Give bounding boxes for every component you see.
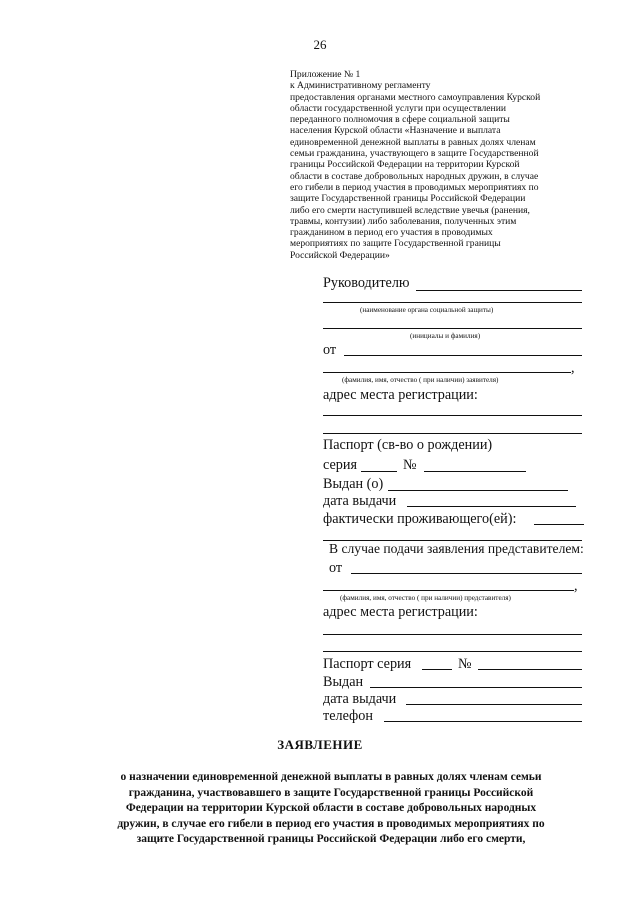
statement-line: дружин, в случае его гибели в период его участия в проводимых мероприятиях по <box>117 817 545 830</box>
rep-from-field[interactable] <box>351 573 582 574</box>
appendix-line: мероприятиях по защите Государственной границы <box>290 238 501 250</box>
rep-from-field-2[interactable] <box>323 590 574 591</box>
appendix-line: Приложение № 1 <box>290 69 361 80</box>
appendix-line: семьи гражданина, участвующего в защите Государственной <box>290 148 539 160</box>
number-label: № <box>403 457 417 473</box>
phone-label: телефон <box>323 708 373 724</box>
reg-address-label: адрес места регистрации: <box>323 387 478 403</box>
appendix-line: либо его смерти наступившей вследствие увечья (ранения, <box>290 204 530 216</box>
statement-body <box>96 770 566 848</box>
appendix-line: его гибели в период участия в проводимых мероприятиях по <box>290 181 539 193</box>
rep-fio-caption: (фамилия, имя, отчество ( при наличии) представителя) <box>340 594 511 602</box>
organ-caption: (наименование органа социальной защиты) <box>360 306 494 314</box>
rep-series-field[interactable] <box>422 669 452 670</box>
from-field-2[interactable] <box>323 372 571 373</box>
organ-name-field[interactable] <box>323 302 582 303</box>
from-label: от <box>323 342 337 358</box>
representative-label: В случае подачи заявления представителем: <box>329 541 584 556</box>
rep-from-label: от <box>329 560 343 576</box>
appendix-line: предоставления органами местного самоуправления Курской <box>290 91 541 103</box>
issued-label: Выдан (о) <box>323 476 384 492</box>
appendix-line: области государственной услуги при осуществлении <box>290 102 506 114</box>
rep-issued-label: Выдан <box>323 674 364 690</box>
rep-reg-address-label: адрес места регистрации: <box>323 604 478 620</box>
head-label: Руководителю <box>323 275 410 291</box>
statement-line: о назначении единовременной денежной выплаты в равных долях членам семьи <box>120 771 542 783</box>
comma: , <box>571 360 575 376</box>
rep-passport-series-label: Паспорт серия <box>323 656 412 672</box>
fio-caption: (фамилия, имя, отчество ( при наличии) заявителя) <box>342 376 499 384</box>
rep-number-label: № <box>458 656 472 672</box>
appendix-line: области в составе добровольных народных дружин, в случае <box>290 170 539 182</box>
appendix-line: границы Российской Федерации на территории Курской <box>290 159 520 171</box>
actual-residence-field[interactable] <box>534 524 584 525</box>
rep-issued-field[interactable] <box>370 687 582 688</box>
passport-label: Паспорт (св-во о рождении) <box>323 437 493 453</box>
issue-date-field[interactable] <box>407 506 576 507</box>
initials-caption: (инициалы и фамилия) <box>410 332 481 340</box>
from-field[interactable] <box>344 355 582 356</box>
appendix-line: переданного полномочия в сфере социальной защиты <box>290 114 510 126</box>
appendix-line: Российской Федерации» <box>290 249 390 261</box>
head-name-field[interactable] <box>416 290 582 291</box>
reg-address-field[interactable] <box>323 415 582 416</box>
statement-title: ЗАЯВЛЕНИЕ <box>277 737 363 752</box>
number-field[interactable] <box>424 471 526 472</box>
initials-field[interactable] <box>323 328 582 329</box>
issued-field[interactable] <box>388 490 568 491</box>
issue-date-label: дата выдачи <box>323 493 397 509</box>
appendix-line: защите Государственной границы Российской Федерации <box>290 193 526 205</box>
statement-line: Федерации на территории Курской области в составе добровольных народных <box>125 802 537 815</box>
actual-residence-label: фактически проживающего(ей): <box>323 511 517 527</box>
statement-line: гражданина, участвовавшего в защите Государственной границы Российской <box>128 786 534 799</box>
phone-field[interactable] <box>384 721 582 722</box>
reg-address-field-2[interactable] <box>323 433 582 434</box>
appendix-line: населения Курской области «Назначение и выплата <box>290 125 501 137</box>
appendix-line: единовременной денежной выплаты в равных долях членам <box>290 136 536 148</box>
rep-comma: , <box>574 578 578 594</box>
series-label: серия <box>323 457 357 473</box>
rep-number-field[interactable] <box>478 669 582 670</box>
appendix-block <box>290 69 540 261</box>
series-field[interactable] <box>361 471 397 472</box>
rep-issue-date-label: дата выдачи <box>323 691 397 707</box>
page-number: 26 <box>313 37 327 52</box>
appendix-line: гражданином в период его участия в проводимых <box>290 227 493 239</box>
rep-issue-date-field[interactable] <box>406 704 582 705</box>
rep-reg-address-field[interactable] <box>323 634 582 635</box>
appendix-line: травмы, контузии) либо заболевания, полученных этим <box>290 215 517 227</box>
statement-line: защите Государственной границы Российской Федерации либо его смерти, <box>136 833 526 846</box>
appendix-line: к Административному регламенту <box>290 80 431 92</box>
rep-reg-address-field-2[interactable] <box>323 651 582 652</box>
